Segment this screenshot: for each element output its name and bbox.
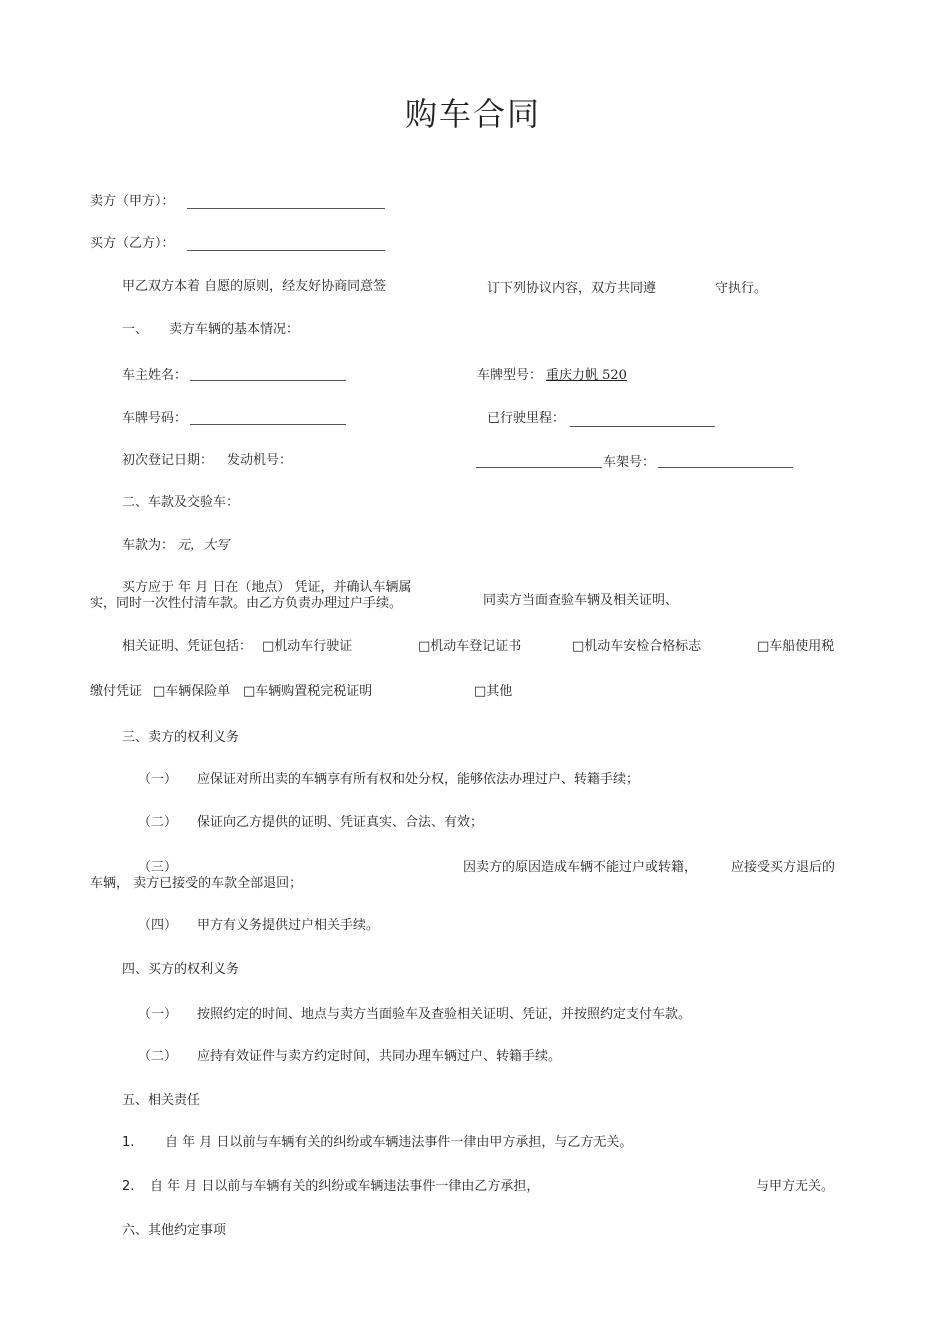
frame-field[interactable] [658,467,793,468]
sec3-item3-number: （三） [138,860,178,875]
sec3-item1-text: 应保证对所出卖的车辆享有所有权和处分权，能够依法办理过户、转籍手续； [197,772,640,787]
sec3-item2-number: （二） [138,815,178,830]
sec4-item1-text: 按照约定的时间、地点与卖方当面验车及查验相关证明、凭证，并按照约定支付车款。 [197,1007,692,1022]
mileage-field[interactable] [570,426,715,427]
sec2-para-right: 同卖方当面查验车辆及相关证明、 [483,593,679,608]
seller-field[interactable] [187,208,385,209]
doc-checkbox-inspection[interactable]: □机动车安检合格标志 [572,639,702,654]
sec4-heading: 四、买方的权利义务 [122,962,240,977]
sec1-heading: 卖方车辆的基本情况： [169,322,300,337]
intro-part3: 守执行。 [715,281,768,296]
buyer-field[interactable] [187,250,385,251]
sec3-item1-number: （一） [138,772,178,787]
sec3-item4-number: （四） [138,918,178,933]
model-value: 重庆力帆 520 [546,368,627,383]
sec3-item3-text: 因卖方的原因造成车辆不能过户或转籍， [463,860,698,875]
sec4-item2-number: （二） [138,1049,178,1064]
doc-tax-receipt-label: 缴付凭证 [90,684,143,699]
sec2-heading: 二、车款及交验车： [122,495,240,510]
mileage-label: 已行驶里程： [487,411,566,426]
sec3-item3-text-c: 车辆， 卖方已接受的车款全部退回； [90,876,303,891]
sec3-heading: 三、卖方的权利义务 [122,730,240,745]
doc-checkbox-purchase-tax[interactable]: □车辆购置税完税证明 [243,684,373,699]
seller-label: 卖方（甲方）： [90,194,175,209]
regdate-label: 初次登记日期： [122,453,214,468]
doc-checkbox-registration[interactable]: □机动车登记证书 [418,639,522,654]
sec2-para-line2: 实，同时一次性付清车款。由乙方负责办理过户手续。 [90,596,403,611]
sec5-item1-number: 1. [122,1135,135,1150]
plate-label: 车牌号码： [122,411,188,426]
sec4-item1-number: （一） [138,1007,178,1022]
price-value: 元，大写 [177,538,230,553]
sec5-item2-number: 2. [122,1179,135,1194]
sec5-item1-text: 自 年 月 日以前与车辆有关的纠纷或车辆违法事件一律由甲方承担，与乙方无关。 [165,1135,633,1150]
owner-label: 车主姓名： [122,368,188,383]
page-title: 购车合同 [405,95,542,133]
intro-part1: 甲乙双方本着 自愿的原则，经友好协商同意签 [122,279,387,294]
sec5-heading: 五、相关责任 [122,1093,201,1108]
doc-checkbox-vessel-tax[interactable]: □车船使用税 [757,639,835,654]
buyer-label: 买方（乙方）： [90,236,175,251]
doc-checkbox-other[interactable]: □其他 [474,684,513,699]
sec5-item2-text: 自 年 月 日以前与车辆有关的纠纷或车辆违法事件一律由乙方承担， [150,1179,540,1194]
sec5-item2-text-b: 与甲方无关。 [756,1179,835,1194]
sec2-para-line1: 买方应于 年 月 日在（地点） 凭证，并确认车辆属 [122,580,412,595]
intro-part2: 订下列协议内容，双方共同遵 [487,281,657,296]
engine-field[interactable] [476,467,602,468]
doc-checkbox-insurance[interactable]: □车辆保险单 [153,684,231,699]
sec6-heading: 六、其他约定事项 [122,1223,227,1238]
plate-field[interactable] [190,424,346,425]
engine-label: 发动机号： [227,453,293,468]
owner-field[interactable] [190,380,346,381]
sec3-item3-text-b: 应接受买方退后的 [731,860,836,875]
sec3-item4-text: 甲方有义务提供过户相关手续。 [197,918,380,933]
model-label: 车牌型号： [477,368,543,383]
doc-checkbox-license[interactable]: □机动车行驶证 [262,639,353,654]
sec4-item2-text: 应持有效证件与卖方约定时间，共同办理车辆过户、转籍手续。 [197,1049,562,1064]
sec3-item2-text: 保证向乙方提供的证明、凭证真实、合法、有效； [197,815,484,830]
sec1-number: 一、 [122,322,149,337]
price-label: 车款为： [122,538,175,553]
docs-label: 相关证明、凭证包括： [122,639,253,654]
frame-label: 车架号： [603,455,656,470]
